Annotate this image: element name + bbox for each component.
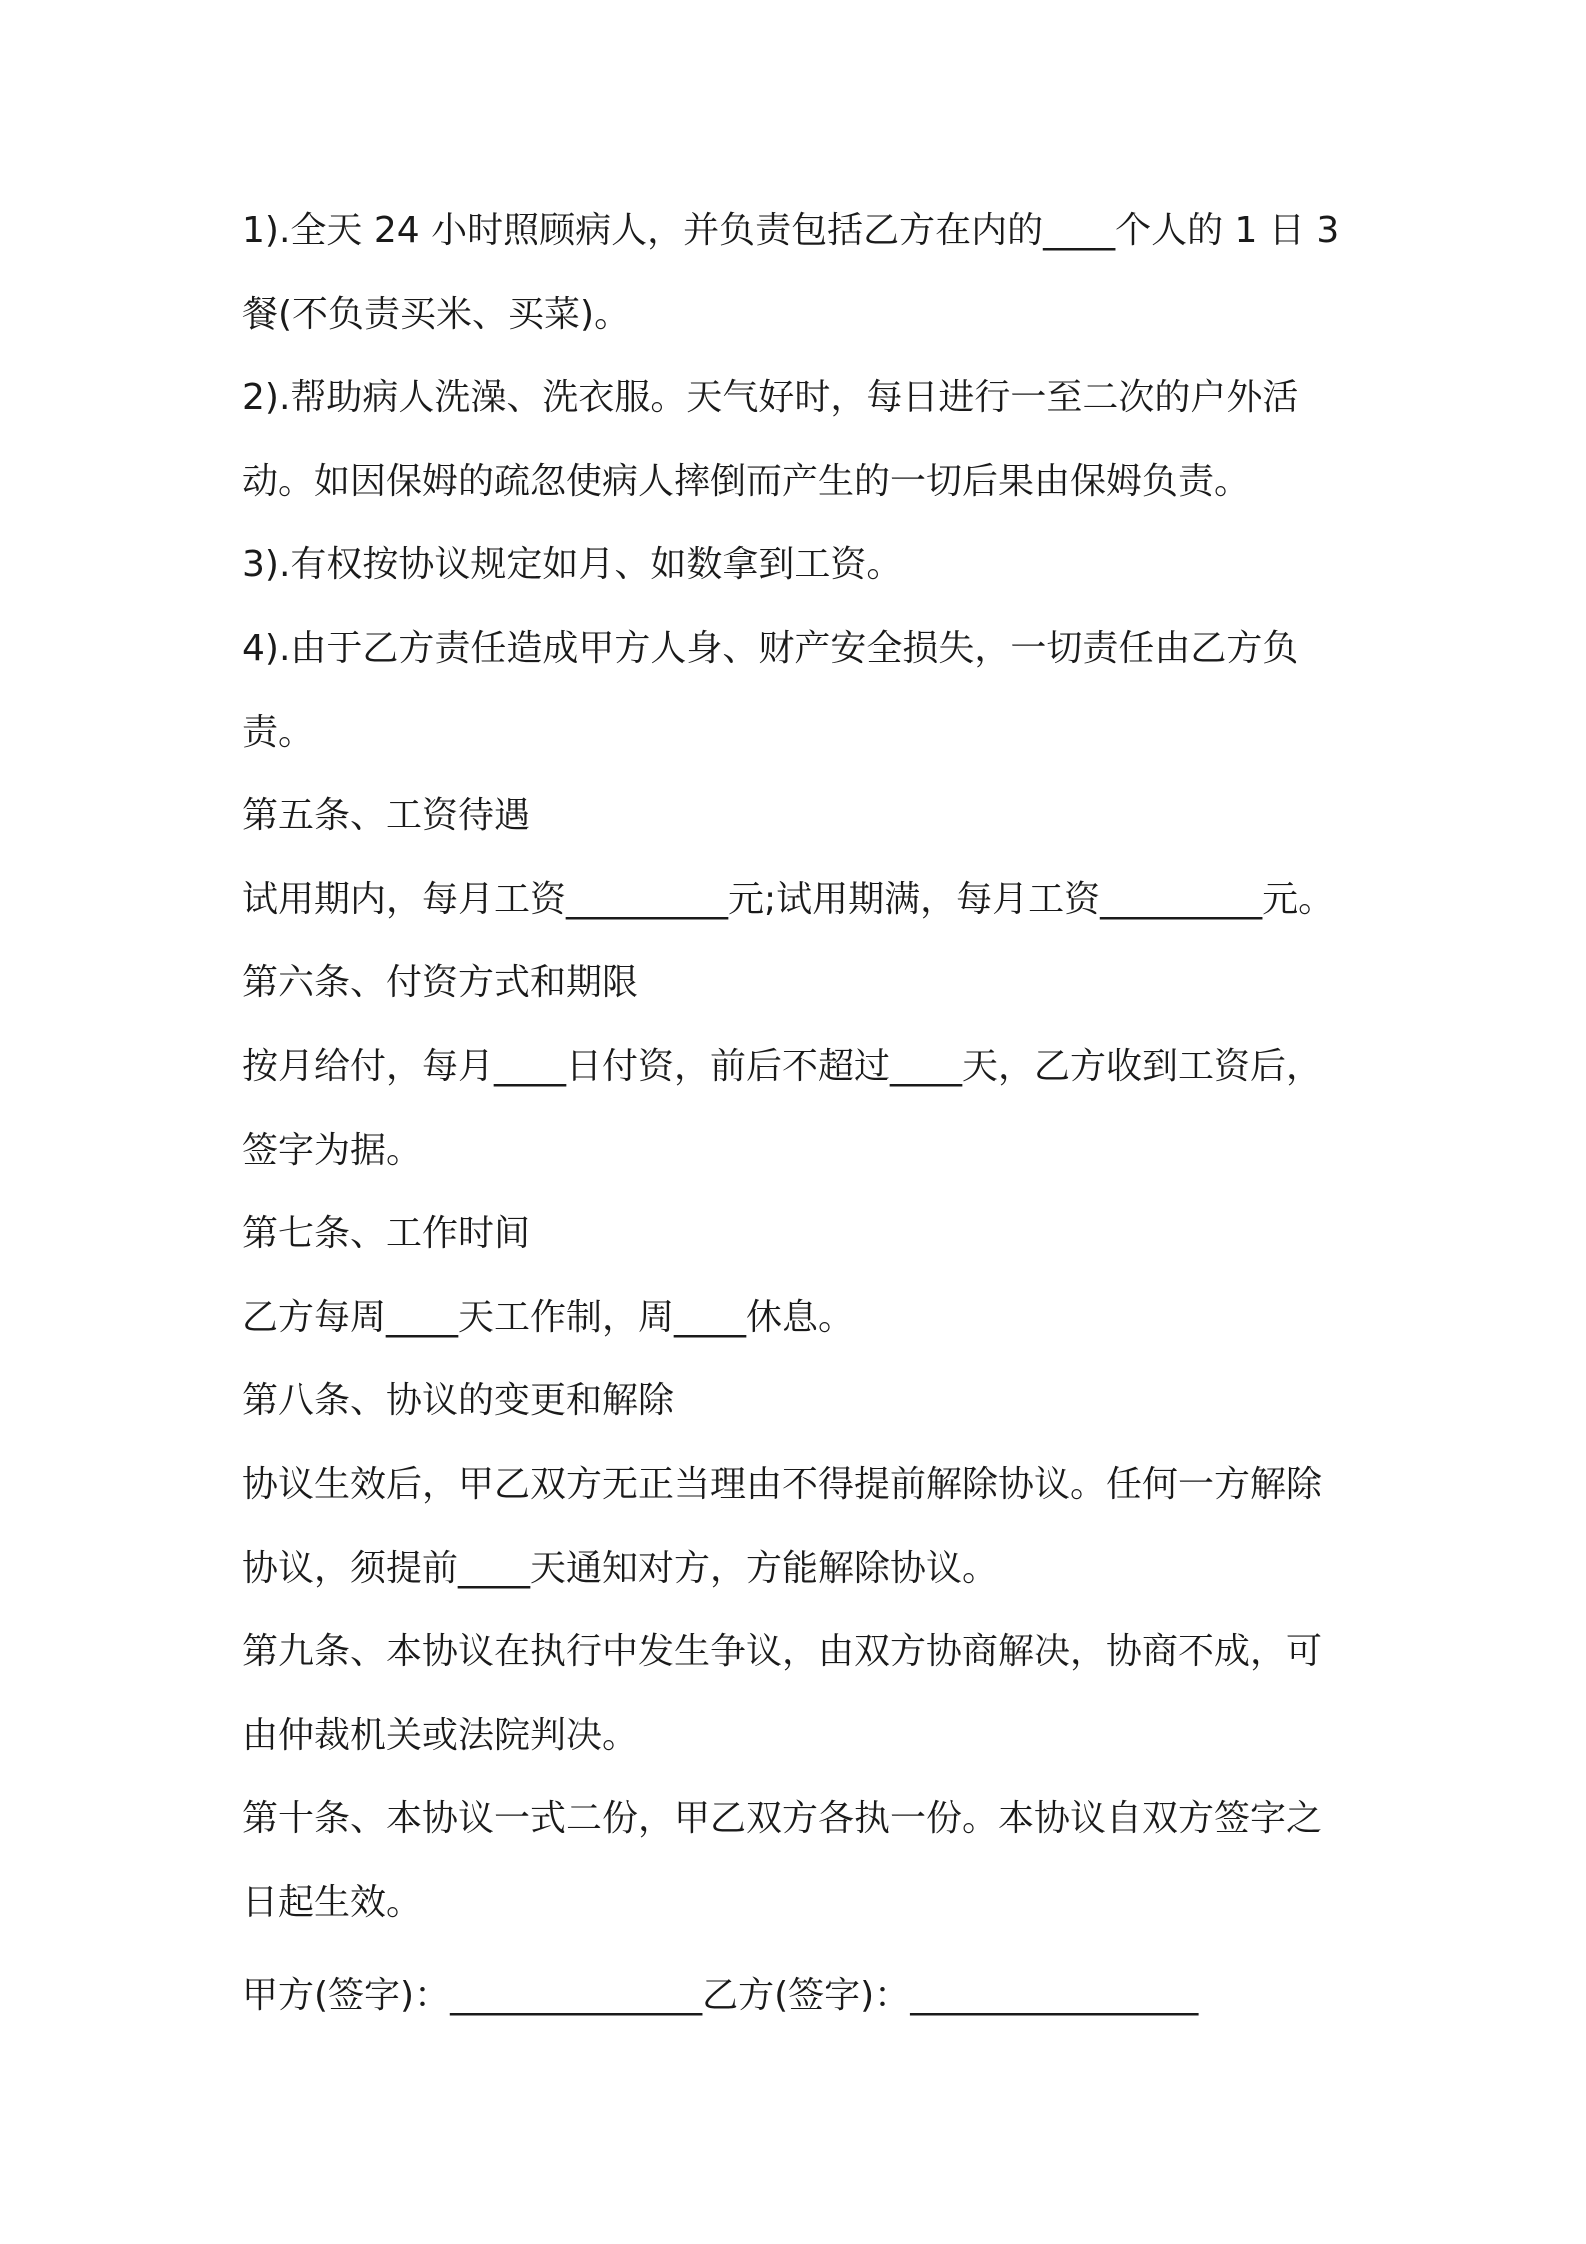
clause-5-heading: 第五条、工资待遇: [242, 795, 531, 837]
duty-item-1: [242, 189, 1442, 356]
paragraph-line: 试用期内，每月工资_________元;试用期满，每月工资_________元。: [242, 878, 1335, 920]
clause-5-body: [242, 858, 1442, 942]
clause-7-heading: 第七条、工作时间: [242, 1213, 531, 1255]
paragraph-line: 第九条、本协议在执行中发生争议，由双方协商解决，协商不成，可: [242, 1631, 1323, 1673]
paragraph-line: 责。: [242, 711, 315, 753]
duty-item-2: [242, 356, 1442, 523]
paragraph-line: 日起生效。: [242, 1881, 423, 1923]
clause-10: [242, 1777, 1442, 1944]
paragraph-line: 协议生效后，甲乙双方无正当理由不得提前解除协议。任何一方解除: [242, 1463, 1323, 1505]
paragraph-line: 第十条、本协议一式二份，甲乙双方各执一份。本协议自双方签字之: [242, 1798, 1323, 1840]
clause-6-body: [242, 1025, 1442, 1192]
paragraph-line: 签字为据。: [242, 1129, 423, 1171]
paragraph-line: 乙方每周____天工作制，周____休息。: [242, 1296, 855, 1338]
duty-item-4: [242, 607, 1442, 774]
paragraph-line: 1).全天 24 小时照顾病人，并负责包括乙方在内的____个人的 1 日 3: [242, 210, 1340, 251]
document-body: [242, 189, 1442, 2038]
clause-8-body: [242, 1443, 1442, 1610]
paragraph-line: 由仲裁机关或法院判决。: [242, 1714, 639, 1756]
paragraph-line: 餐(不负责买米、买菜)。: [242, 293, 631, 335]
paragraph-line: 协议，须提前____天通知对方，方能解除协议。: [242, 1547, 999, 1589]
paragraph-line: 动。如因保姆的疏忽使病人摔倒而产生的一切后果由保姆负责。: [242, 460, 1251, 502]
clause-7-body: [242, 1276, 1442, 1360]
clause-8-heading: 第八条、协议的变更和解除: [242, 1380, 675, 1422]
paragraph-line: 按月给付，每月____日付资，前后不超过____天，乙方收到工资后，: [242, 1045, 1323, 1087]
duty-item-3: [242, 523, 1442, 607]
paragraph-line: 3).有权按协议规定如月、如数拿到工资。: [242, 544, 903, 586]
clause-9: [242, 1610, 1442, 1777]
party-b-signature-blank: ________________: [910, 1975, 1199, 2017]
party-b-signature-label: 乙方(签字)：: [702, 1975, 911, 2017]
clause-6-heading: 第六条、付资方式和期限: [242, 962, 639, 1004]
paragraph-line: 4).由于乙方责任造成甲方人身、财产安全损失，一切责任由乙方负: [242, 627, 1299, 669]
signature-line: [242, 1954, 1442, 2038]
paragraph-line: 2).帮助病人洗澡、洗衣服。天气好时，每日进行一至二次的户外活: [242, 377, 1299, 419]
party-a-signature-label: 甲方(签字)：: [242, 1975, 451, 2017]
party-a-signature-blank: ______________: [450, 1975, 703, 2017]
